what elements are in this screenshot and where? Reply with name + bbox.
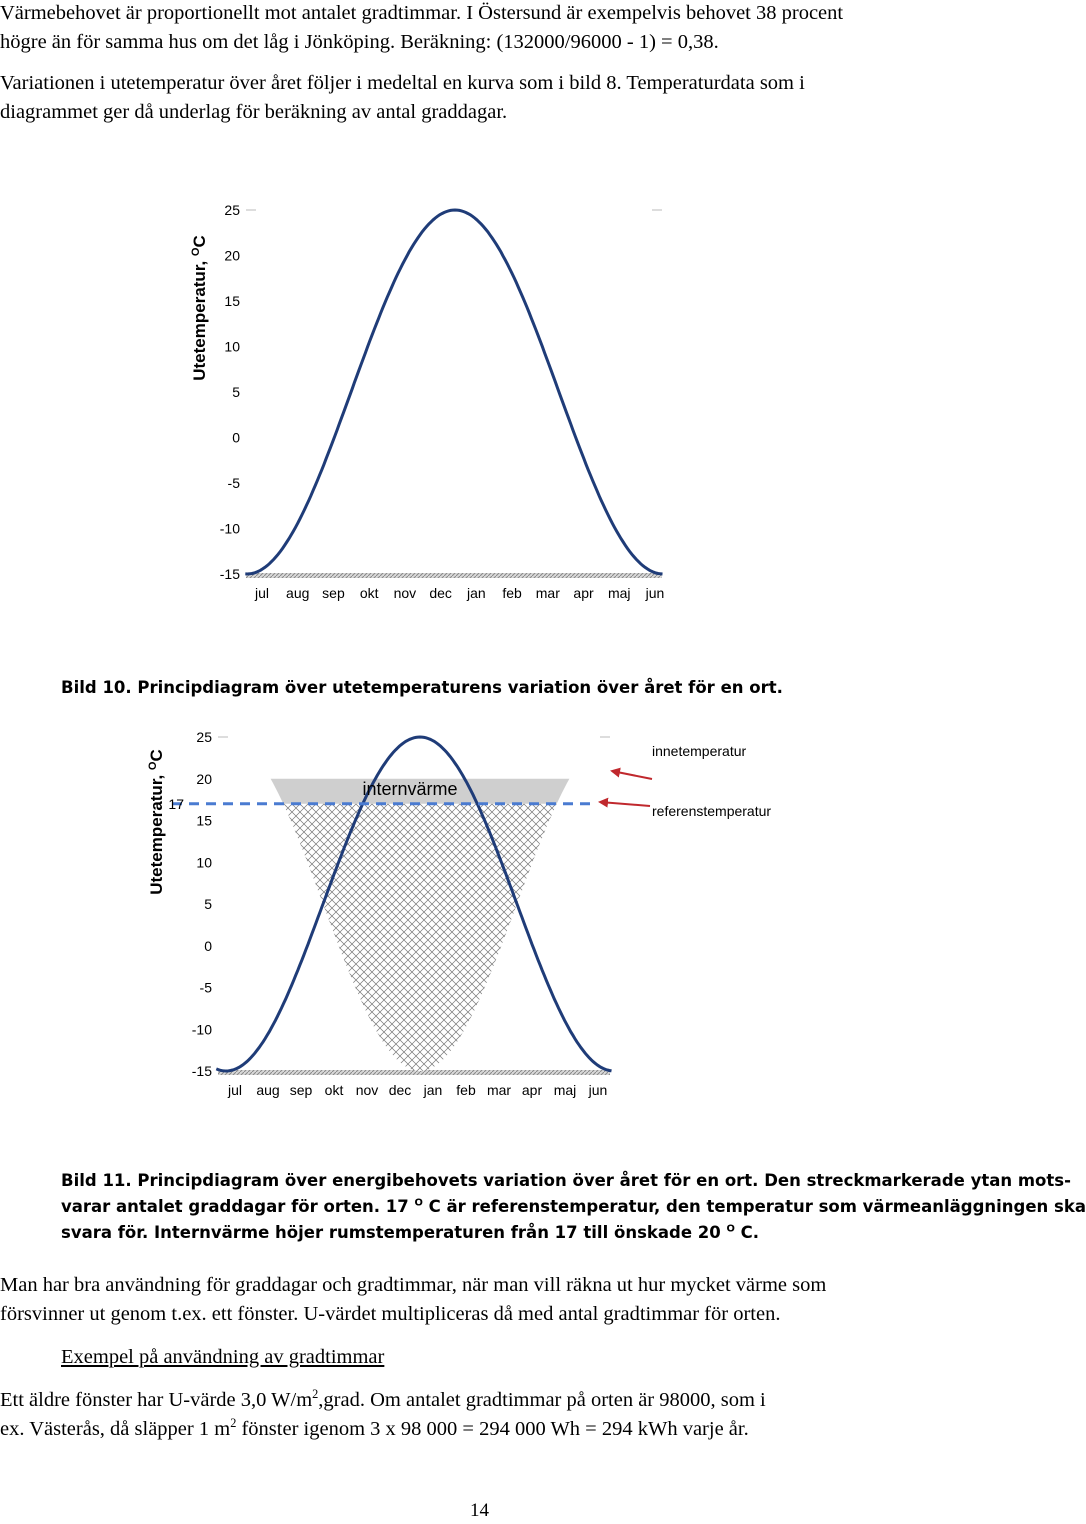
caption-bild-11-line-2 (61, 1193, 1086, 1220)
y-tick-label: -10 (191, 1021, 212, 1038)
y-tick-label: 0 (204, 937, 212, 954)
example-heading-link[interactable]: Exempel på användning av gradtimmar (61, 1346, 385, 1368)
caption-bild-11-line-3-sup: O (726, 1223, 735, 1235)
x-tick-label: apr (573, 585, 594, 601)
intro-line-4: diagrammet ger då underlag för beräkning av antal graddagar. (0, 101, 508, 123)
x-tick-label: dec (388, 1082, 412, 1098)
x-axis-baseline (218, 1070, 610, 1075)
x-tick-label: apr (521, 1082, 543, 1098)
page-number: 14 (470, 1500, 489, 1521)
y-tick-label: -5 (227, 475, 240, 491)
reference-temperature-label: referenstemperatur (652, 803, 772, 819)
x-tick-label: aug (286, 585, 310, 601)
y-tick-label: 25 (224, 202, 240, 218)
example-line-1-sup: 2 (312, 1387, 319, 1402)
x-tick-label: mar (486, 1082, 512, 1098)
x-tick-label: jan (467, 585, 486, 601)
x-tick-label: sep (322, 585, 345, 601)
x-tick-label: feb (456, 1082, 476, 1098)
example-line-1-a: Ett äldre fönster har U-värde 3,0 W/m (0, 1389, 313, 1411)
caption-bild-11-line-1: Bild 11. Principdiagram över energibehovets variation över året för en ort. Den streckmarkerade ytan mots- (61, 1171, 1071, 1190)
x-tick-label: jul (254, 585, 270, 601)
x-tick-label: jun (588, 1082, 608, 1098)
reference-tick-label: 17 (168, 795, 184, 812)
caption-bild-11-line-2-sup: O (414, 1197, 423, 1209)
y-tick-label: 20 (224, 247, 240, 264)
intro-line-1: Värmebehovet är proportionellt mot antalet gradtimmar. I Östersund är exempelvis behovet 38 procent (0, 2, 844, 24)
example-line-2 (0, 1416, 749, 1443)
y-tick-label: -15 (191, 1063, 212, 1079)
degree-days-hatched-area (283, 804, 556, 1071)
y-tick-label: 15 (196, 812, 212, 829)
example-line-2-a: ex. Västerås, då släpper 1 m (0, 1418, 231, 1440)
example-line-1 (0, 1387, 766, 1414)
x-tick-label: nov (393, 585, 417, 601)
y-tick-label: -10 (219, 520, 240, 537)
caption-bild-11-line-3-b: C. (734, 1223, 759, 1242)
y-tick-label: 10 (224, 338, 240, 355)
y-tick-label: 20 (196, 770, 212, 787)
caption-bild-10: Bild 10. Principdiagram över utetemperaturens variation över året för en ort. (61, 678, 783, 697)
x-tick-label: jul (227, 1082, 243, 1098)
reference-arrow (600, 802, 650, 806)
x-tick-label: nov (355, 1082, 379, 1098)
example-line-2-b: fönster igenom 3 x 98 000 = 294 000 Wh = 294 kWh varje år. (236, 1418, 749, 1440)
x-tick-label: maj (553, 1082, 577, 1098)
intro-line-2: högre än för samma hus om det låg i Jönköping. Beräkning: (132000/96000 - 1) = 0,38. (0, 31, 719, 53)
body-line-1: Man har bra användning för graddagar och gradtimmar, när man vill räkna ut hur mycket värme som (0, 1274, 827, 1296)
y-tick-label: 10 (196, 854, 212, 871)
caption-bild-11-line-3 (61, 1219, 759, 1246)
y-tick-label: 25 (196, 729, 212, 745)
x-tick-label: jun (645, 585, 665, 601)
x-tick-label: dec (429, 585, 452, 601)
x-tick-label: feb (502, 585, 522, 601)
y-axis-title: Utetemperatur, $^O$C (190, 235, 209, 381)
y-axis-title: Utetemperatur, $^O$C (147, 749, 166, 895)
example-line-1-b: ,grad. Om antalet gradtimmar på orten är 98000, som i (318, 1389, 766, 1411)
x-tick-label: aug (256, 1082, 280, 1098)
caption-bild-11-line-2-b: C är referenstemperatur, den temperatur som värmeanläggningen ska (422, 1197, 1086, 1216)
indoor-arrow (612, 771, 652, 779)
x-tick-label: okt (359, 585, 379, 601)
body-line-2: försvinner ut genom t.ex. ett fönster. U-värdet multipliceras då med antal gradtimmar för orten. (0, 1303, 781, 1325)
internal-heat-label: internvärme (362, 778, 458, 799)
x-tick-label: sep (289, 1082, 313, 1098)
y-tick-label: 15 (224, 293, 240, 309)
y-tick-label: 0 (232, 429, 240, 446)
y-tick-label: -5 (199, 979, 212, 996)
caption-bild-11-line-3-a: svara för. Internvärme höjer rumstemperaturen från 17 till önskade 20 (61, 1223, 727, 1242)
y-tick-label: -15 (219, 566, 240, 582)
intro-line-3: Variationen i utetemperatur över året följer i medeltal en kurva som i bild 8. Temperaturdata som i (0, 72, 805, 94)
y-tick-label: 5 (232, 384, 240, 400)
x-tick-label: okt (324, 1082, 344, 1098)
x-tick-label: jan (423, 1082, 443, 1098)
x-tick-label: maj (607, 585, 631, 601)
x-tick-label: mar (535, 585, 560, 601)
indoor-temperature-label: innetemperatur (652, 743, 747, 759)
caption-bild-11-line-2-a: varar antalet graddagar för orten. 17 (61, 1197, 415, 1216)
y-tick-label: 5 (204, 896, 212, 912)
example-line-2-sup: 2 (230, 1416, 237, 1431)
